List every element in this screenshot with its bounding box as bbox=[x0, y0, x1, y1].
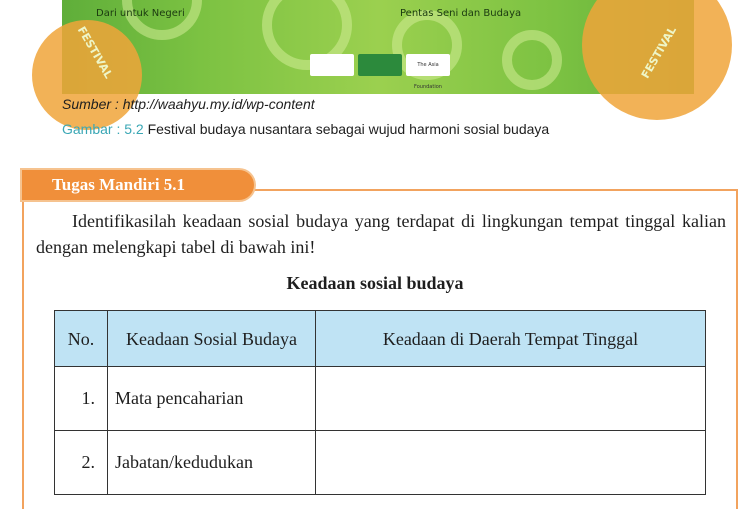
row-item: Jabatan/kedudukan bbox=[108, 431, 316, 495]
row-number: 1. bbox=[55, 367, 108, 431]
banner-festival-left: FESTIVAL bbox=[74, 24, 116, 81]
logo-1 bbox=[310, 54, 354, 76]
table-header-row bbox=[55, 311, 706, 367]
header-condition: Keadaan Sosial Budaya bbox=[108, 311, 316, 367]
figure-label: Gambar : 5.2 bbox=[62, 121, 144, 137]
festival-banner-image bbox=[62, 0, 694, 94]
table-row bbox=[55, 367, 706, 431]
row-item: Mata pencaharian bbox=[108, 367, 316, 431]
banner-right-text: Pentas Seni dan Budaya bbox=[400, 8, 522, 19]
table-title: Keadaan sosial budaya bbox=[286, 273, 464, 293]
row-value-cell[interactable] bbox=[316, 431, 706, 495]
image-source: Sumber : http://waahyu.my.id/wp-content bbox=[62, 96, 315, 112]
logo-3: The Asia Foundation bbox=[406, 54, 450, 76]
task-instruction: Identifikasilah keadaan sosial budaya yang terdapat di lingkungan tempat tinggal kalian dengan melengkapi tabel di bawah ini! bbox=[36, 211, 726, 257]
task-tab-label: Tugas Mandiri 5.1 bbox=[22, 170, 254, 200]
figure-caption-text: Festival budaya nusantara sebagai wujud harmoni sosial budaya bbox=[143, 121, 550, 137]
social-culture-table bbox=[54, 310, 706, 495]
row-value-cell[interactable] bbox=[316, 367, 706, 431]
banner-festival-right: FESTIVAL bbox=[638, 24, 680, 81]
sponsor-logos bbox=[310, 54, 450, 90]
figure-caption bbox=[62, 121, 549, 137]
banner-left-text: Dari untuk Negeri bbox=[96, 8, 185, 19]
header-local-condition: Keadaan di Daerah Tempat Tinggal bbox=[316, 311, 706, 367]
row-number: 2. bbox=[55, 431, 108, 495]
table-row bbox=[55, 431, 706, 495]
logo-2 bbox=[358, 54, 402, 76]
header-no: No. bbox=[55, 311, 108, 367]
